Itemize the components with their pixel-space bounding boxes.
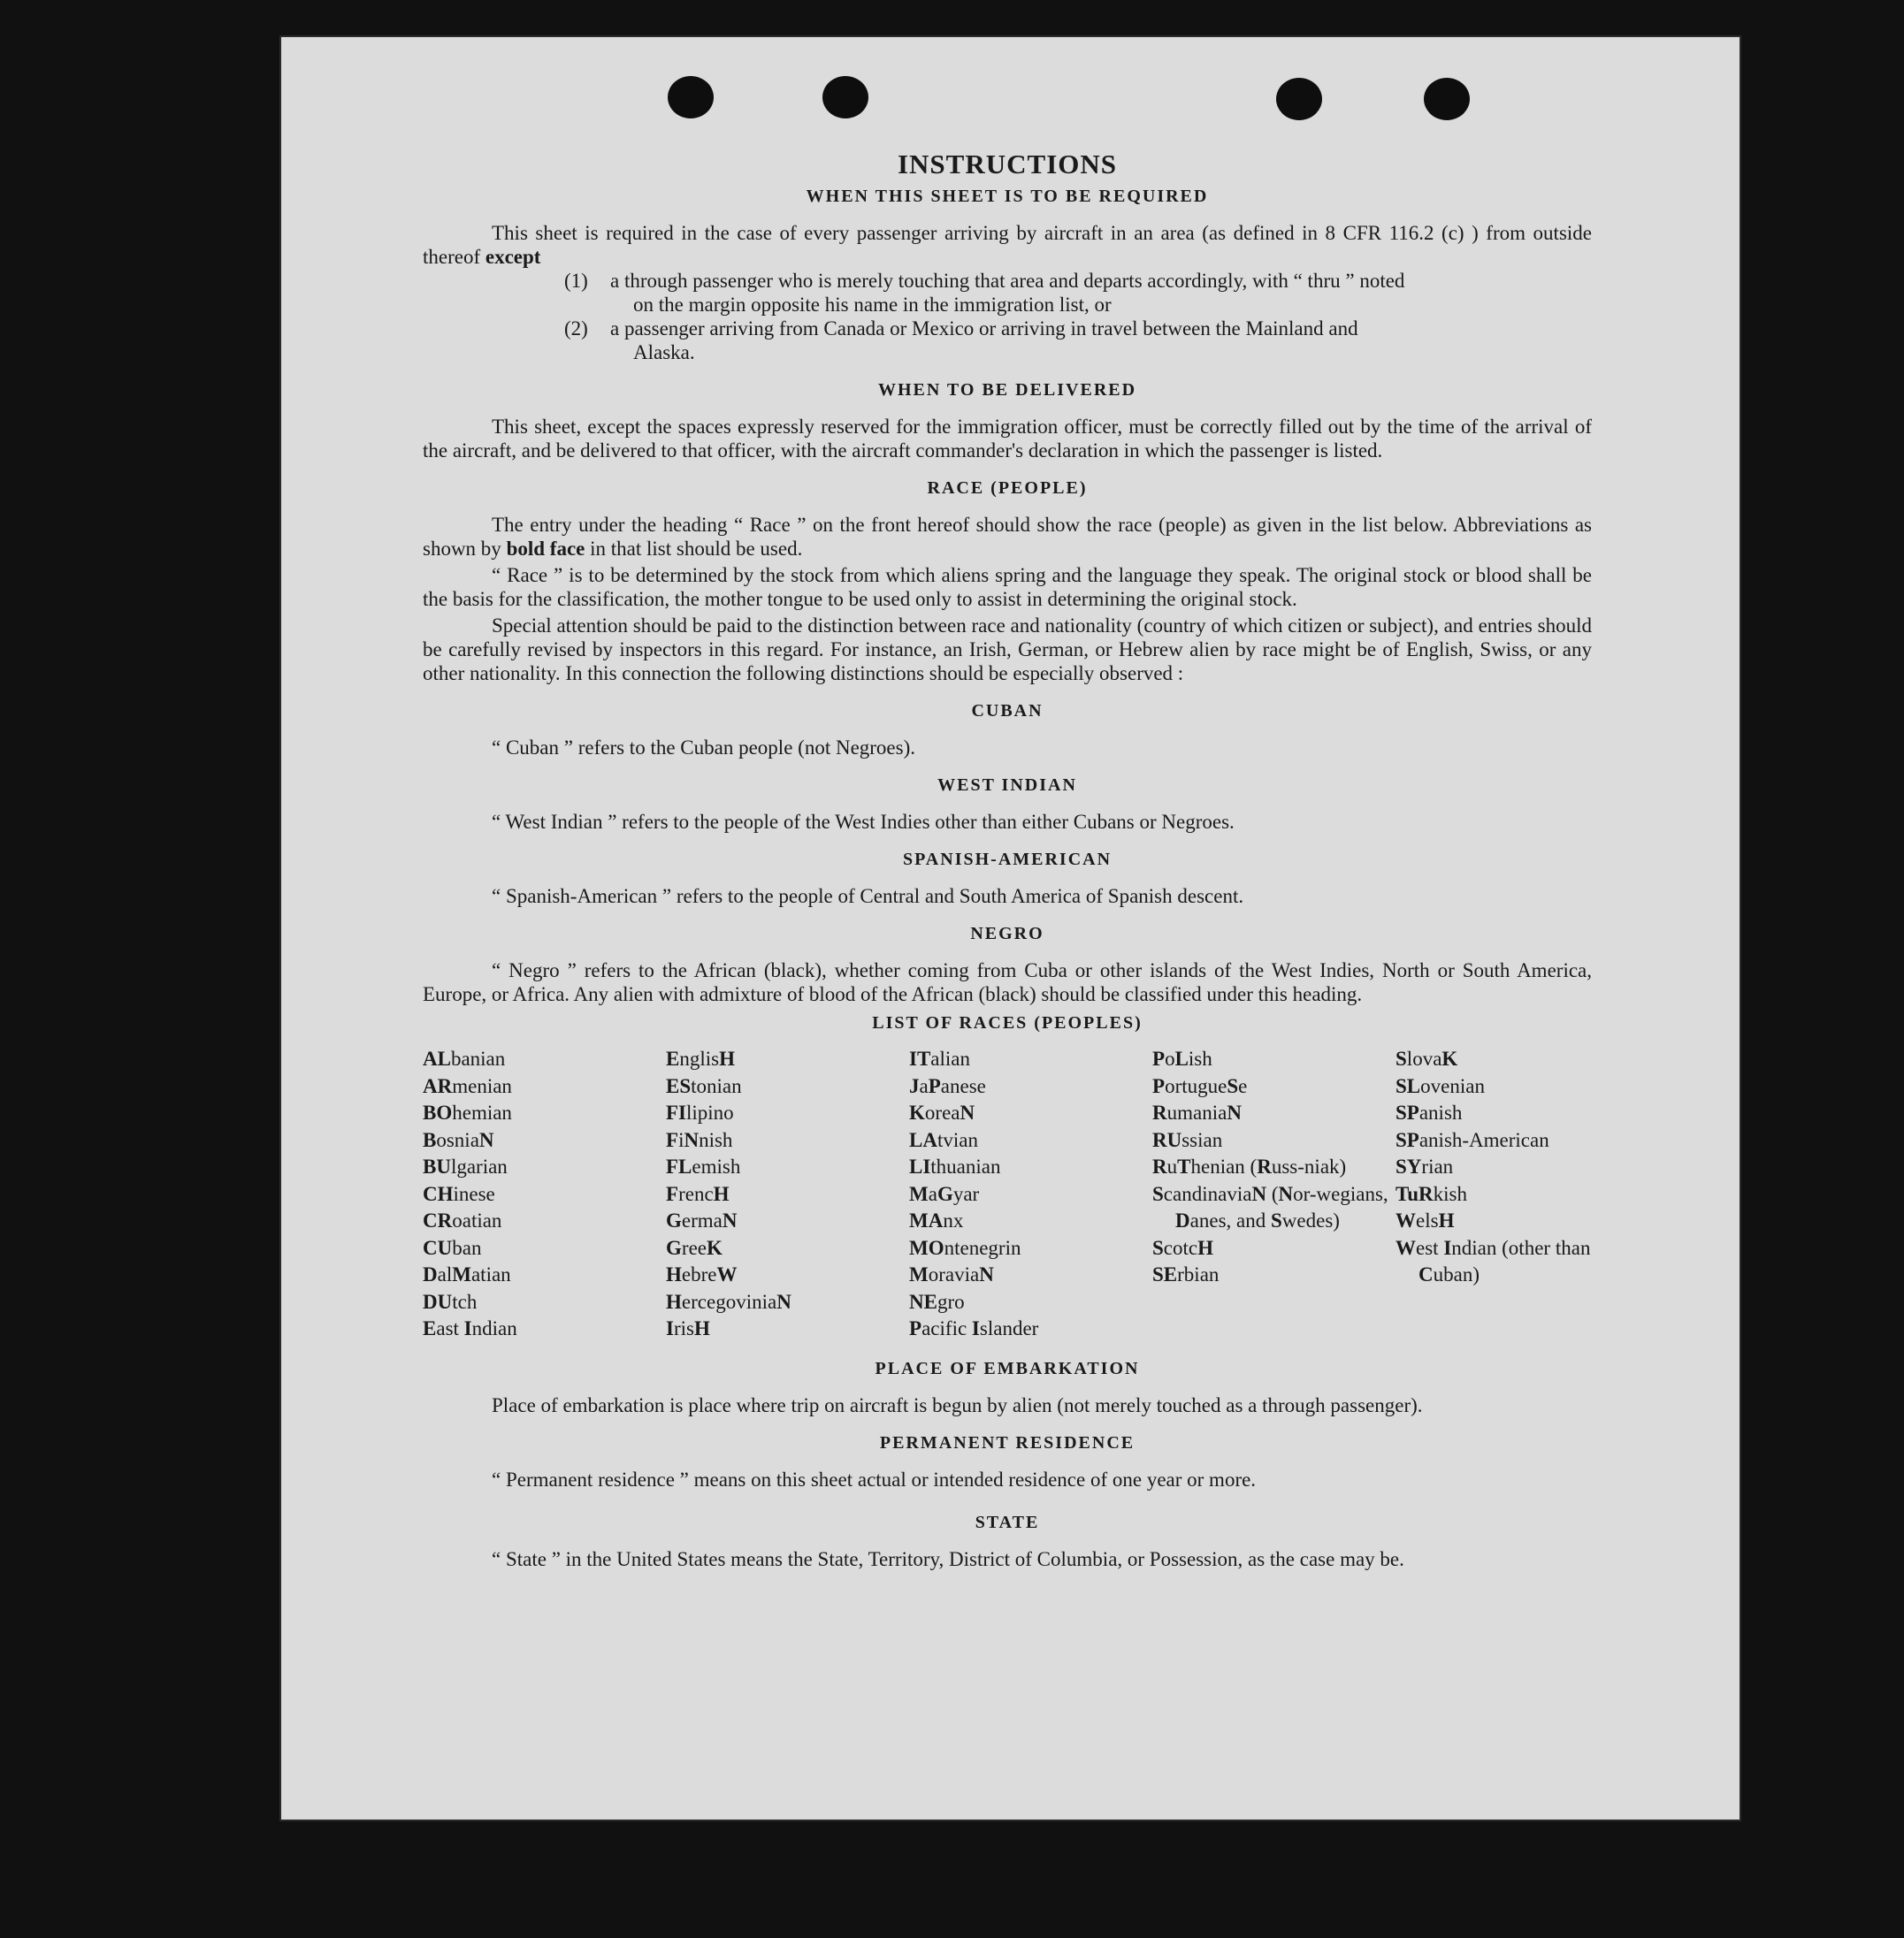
race-entry: ScotcH [1152,1236,1214,1259]
required-intro: This sheet is required in the case of every passenger arriving by aircraft in an area (as defined in 8 CFR 116.2 (c) ) from outside thereof except [423,222,1592,268]
race-entry: BUlgarian [423,1156,508,1178]
embarkation-text: Place of embarkation is place where trip on aircraft is begun by alien (not merely touched as a through passenger). [492,1393,1423,1416]
race-entry: MOntenegrin [909,1236,1021,1259]
race-entry: HebreW [666,1263,738,1286]
race-entry: BOhemian [423,1102,512,1124]
heading-cuban: CUBAN [971,701,1044,721]
race-entry: IrisH [666,1317,710,1339]
page-title: INSTRUCTIONS [897,149,1117,179]
heading-required: WHEN THIS SHEET IS TO BE REQUIRED [806,187,1209,206]
race-paragraph-3: Special attention should be paid to the distinction between race and nationality (country of which citizen or subject), and entries should be carefully revised by inspectors in this regard. For instance, an Irish, German, or Hebrew alien by race might be of English, Swiss, or any other nationality. In this connection the following distinctions should be especially observed : [423,614,1592,684]
races-list [423,1046,1592,1343]
west-indian-text: “ West Indian ” refers to the people of the West Indies other than either Cubans or Negroes. [492,811,1235,833]
race-entry: FIlipino [666,1102,734,1124]
race-entry: ARmenian [423,1074,512,1097]
races-column [1152,1046,1396,1343]
race-entry: TuRkish [1396,1182,1467,1205]
heading-list-of-races: LIST OF RACES (PEOPLES) [872,1013,1143,1033]
heading-state: STATE [975,1512,1040,1532]
races-column [909,1046,1152,1343]
race-entry: NEgro [909,1290,965,1313]
punch-hole [1276,78,1322,120]
exception-item-1: (1) a through passenger who is merely touching that area and departs accordingly, with “ thru ” noted on the margin opposite his name in the immigration list, or [564,270,1405,316]
race-entry: DalMatian [423,1263,511,1286]
race-entry: SLovenian [1396,1074,1485,1097]
heading-negro: NEGRO [970,924,1044,943]
delivered-text: This sheet, except the spaces expressly reserved for the immigration officer, must be correctly filled out by the time of the arrival of the aircraft, and be delivered to that officer, with the aircraft commander's declaration in which the passenger is listed. [423,416,1592,462]
punch-hole [1424,78,1470,120]
races-column [1396,1046,1592,1343]
punch-hole [668,76,714,118]
state-text: “ State ” in the United States means the State, Territory, District of Columbia, or Possession, as the case may be. [492,1547,1404,1570]
race-entry: SErbian [1152,1263,1220,1286]
heading-spanish-american: SPANISH-AMERICAN [902,850,1113,869]
race-entry: SPanish-American [1396,1128,1549,1151]
race-entry: HercegoviniaN [666,1290,791,1313]
race-entry: DUtch [423,1290,478,1313]
race-entry: MoraviaN [909,1263,994,1286]
race-entry: CRoatian [423,1209,502,1232]
race-entry: JaPanese [909,1074,986,1097]
instructions-content [423,149,1592,1571]
race-entry: MaGyar [909,1182,980,1205]
race-entry: EStonian [666,1074,742,1097]
document-page [279,35,1741,1821]
cuban-text: “ Cuban ” refers to the Cuban people (not Negroes). [492,736,916,759]
race-entry: BosniaN [423,1128,494,1151]
race-entry: WelsH [1396,1209,1455,1232]
punch-hole [822,76,868,118]
race-entry: GreeK [666,1236,723,1259]
races-column [423,1046,666,1343]
heading-embarkation: PLACE OF EMBARKATION [875,1358,1140,1378]
race-entry: SYrian [1396,1156,1454,1178]
race-entry: RUssian [1152,1128,1223,1151]
permanent-residence-text: “ Permanent residence ” means on this sheet actual or intended residence of one year or more. [492,1468,1257,1491]
race-entry: RuThenian (Russ-niak) [1152,1156,1347,1178]
race-entry: LIthuanian [909,1156,1001,1178]
race-entry: PoLish [1152,1048,1212,1070]
heading-permanent-residence: PERMANENT RESIDENCE [879,1432,1136,1453]
race-entry: SPanish [1396,1102,1463,1124]
race-entry: MAnx [909,1209,964,1232]
race-entry: SlovaK [1396,1048,1458,1070]
spanish-american-text: “ Spanish-American ” refers to the people of Central and South America of Spanish descent. [492,885,1244,907]
race-entry: East Indian [423,1317,517,1339]
race-entry: Pacific Islander [909,1317,1039,1339]
race-entry: CHinese [423,1182,495,1205]
race-entry: ALbanian [423,1048,506,1070]
race-entry: FiNnish [666,1128,733,1151]
exception-item-2: (2) a passenger arriving from Canada or Mexico or arriving in travel between the Mainland and Alaska. [564,317,1358,363]
race-entry: EnglisH [666,1048,735,1070]
race-entry: West Indian (other than Cuban) [1396,1236,1591,1286]
race-entry: ITalian [909,1048,970,1070]
heading-west-indian: WEST INDIAN [937,775,1077,795]
race-entry: FrencH [666,1182,730,1205]
race-entry: GermaN [666,1209,738,1232]
race-paragraph-2: “ Race ” is to be determined by the stock from which aliens spring and the language they speak. The original stock or blood shall be the basis for the classification, the mother tongue to be used only to assist in determining the original stock. [423,564,1592,610]
race-entry: LAtvian [909,1128,978,1151]
race-entry: FLemish [666,1156,741,1178]
races-column [666,1046,909,1343]
negro-text: “ Negro ” refers to the African (black), whether coming from Cuba or other islands of the West Indies, North or South America, Europe, or Africa. Any alien with admixture of blood of the African (black) should be classified under this heading. [423,959,1592,1005]
race-entry: RumaniaN [1152,1102,1242,1124]
heading-delivered: WHEN TO BE DELIVERED [877,380,1137,400]
heading-race: RACE (PEOPLE) [927,478,1088,498]
race-entry: ScandinaviaN (Nor-wegians, Danes, and Swedes) [1152,1182,1388,1232]
race-paragraph-1: The entry under the heading “ Race ” on the front hereof should show the race (people) as given in the list below. Abbreviations as shown by bold face in that list should be used. [423,514,1592,560]
race-entry: PortugueSe [1152,1074,1248,1097]
race-entry: CUban [423,1236,482,1259]
race-entry: KoreaN [909,1102,975,1124]
